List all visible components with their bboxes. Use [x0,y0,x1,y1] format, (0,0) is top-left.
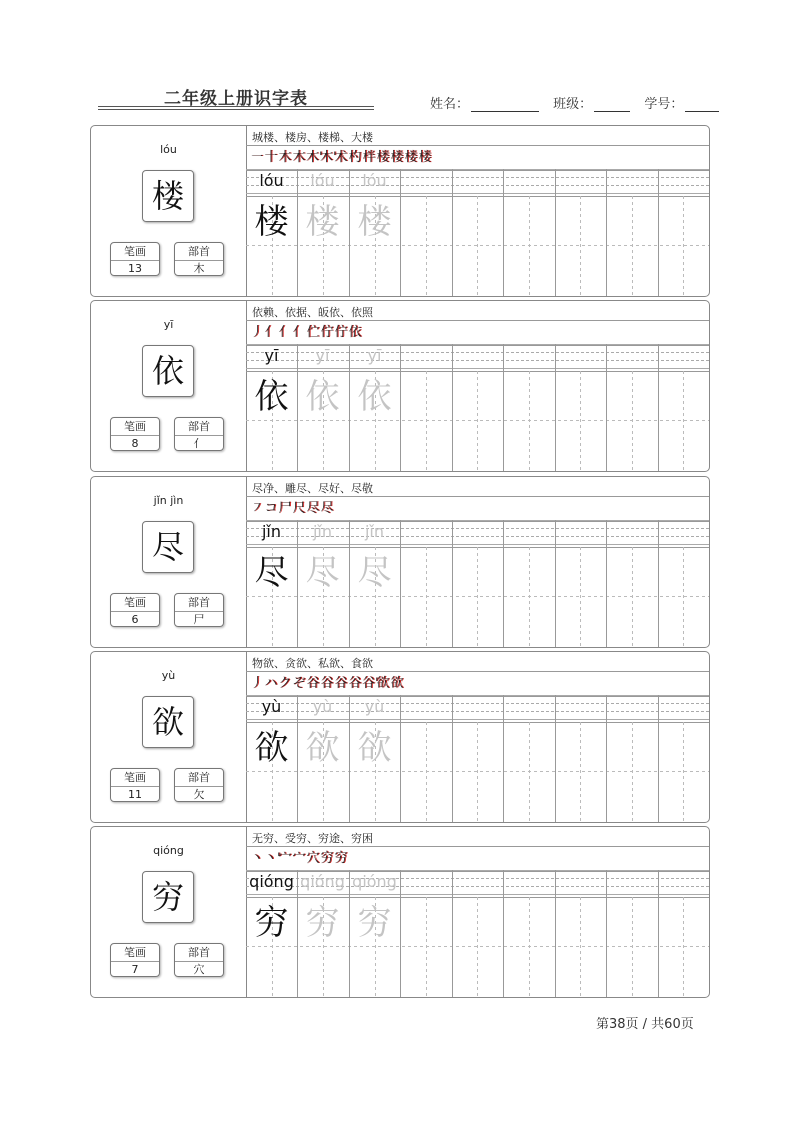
character-info-panel [91,652,247,822]
radical-box [174,242,224,276]
radical-box [174,417,224,451]
stroke-step: 楼 [418,150,432,165]
stroke-step: ハ [264,676,278,691]
stroke-step: 丶' [264,851,281,866]
pinyin-trace: lóu [310,171,335,190]
character-card [90,476,710,648]
stroke-step: 木 [278,150,292,165]
stroke-step: 柈 [362,150,376,165]
stroke-step: 欲 [376,676,390,691]
stroke-count-label: 笔画 [111,594,159,612]
stroke-count-value: 7 [131,963,139,976]
page-number: 第38页 / 共60页 [596,1017,694,1032]
char-sample: 依 [254,377,289,417]
radical-box [174,943,224,977]
character-info-panel [91,477,247,647]
pinyin-trace: lóu [362,171,387,190]
stroke-step: 楼 [390,150,404,165]
radical-label: 部首 [175,594,223,612]
character-card [90,300,710,472]
page-header [0,0,800,120]
stroke-order-row [246,496,709,522]
char-display: 依 [142,345,194,397]
character-info-panel [91,827,247,997]
char-trace: 欲 [305,728,340,768]
stroke-count-box [110,943,160,977]
stroke-step: 木' [320,150,337,165]
stroke-step: 穷 [320,851,334,866]
pinyin-trace: yù [312,697,333,716]
character-card [90,125,710,297]
char-sample: 尽 [254,553,289,593]
char-trace: 穷 [305,903,340,943]
id-blank[interactable] [685,97,719,112]
pinyin-trace: qióng [300,872,345,891]
class-label: 班级： [553,97,593,112]
char-display: 穷 [142,871,194,923]
stroke-step: 丿 [250,325,264,340]
example-words: 城楼、楼房、楼梯、大楼 [252,131,373,144]
character-card [90,826,710,998]
pinyin-trace: yī [367,346,382,365]
title-underline [98,106,374,107]
stroke-count-label: 笔画 [111,243,159,261]
stroke-step: 楼 [376,150,390,165]
stroke-step: 尽 [320,501,334,516]
stroke-step: コ [264,501,278,516]
stroke-step: 伫 [306,325,320,340]
char-sample: 穷 [254,903,289,943]
pinyin-trace: yī [315,346,330,365]
pinyin-trace: qióng [352,872,397,891]
stroke-order-row [246,671,709,697]
stroke-count-label: 笔画 [111,769,159,787]
stroke-count-value: 8 [131,437,139,450]
radical-box [174,768,224,802]
char-display: 楼 [142,170,194,222]
example-words: 物欲、贪欲、私欲、食欲 [252,657,373,670]
writing-grid [246,169,709,296]
id-label: 学号： [644,97,684,112]
stroke-count-box [110,593,160,627]
stroke-step: 亻 [278,325,292,340]
stroke-step: ク [278,676,292,691]
page-title: 二年级上册识字表 [164,89,308,109]
student-fields [430,93,729,112]
name-blank[interactable] [471,97,539,112]
radical-label: 部首 [175,944,223,962]
name-field [430,93,539,112]
stroke-count-label: 笔画 [111,418,159,436]
stroke-order-row [246,846,709,872]
stroke-count-value: 13 [128,262,142,275]
class-field [553,93,630,112]
writing-grid [246,870,709,997]
pinyin-trace: jǐn [364,522,385,541]
pinyin-trace: yù [364,697,385,716]
char-pinyin: lóu [160,143,177,156]
stroke-count-value: 11 [128,788,142,801]
stroke-count-value: 6 [131,613,139,626]
char-pinyin: jǐn jìn [153,494,184,507]
name-label: 姓名： [430,97,470,112]
stroke-step: 尺 [292,501,306,516]
stroke-step: ㇇ [250,501,264,516]
stroke-order-row [246,145,709,171]
stroke-step: 穷 [334,851,348,866]
char-display: 尽 [142,521,194,573]
stroke-step: 谷 [306,676,320,691]
stroke-step: ぞ [292,676,306,691]
char-pinyin: yù [161,669,176,682]
char-pinyin: qióng [153,844,184,857]
radical-value: 木 [193,262,205,275]
stroke-step: 亻 [264,325,278,340]
stroke-step: 宀 [292,851,306,866]
example-words: 依赖、依据、皈依、依照 [252,306,373,319]
stroke-step: 谷 [320,676,334,691]
pinyin-sample: yù [261,697,282,716]
char-display: 欲 [142,696,194,748]
stroke-step: 尸 [278,501,292,516]
character-info-panel [91,301,247,471]
stroke-step: 杓 [348,150,362,165]
stroke-step: 佇 [334,325,348,340]
char-trace: 欲 [357,728,392,768]
character-card [90,651,710,823]
writing-grid [246,695,709,822]
stroke-step: 尽 [306,501,320,516]
stroke-step: 欲 [390,676,404,691]
stroke-count-box [110,242,160,276]
stroke-step: 木 [292,150,306,165]
pinyin-sample: yī [264,346,279,365]
radical-value: 尸 [193,613,205,626]
stroke-step: 楼 [404,150,418,165]
radical-box [174,593,224,627]
example-words: 无穷、受穷、穷途、穷困 [252,832,373,845]
stroke-step: 佇 [320,325,334,340]
pinyin-sample: jǐn [261,522,282,541]
example-words: 尽净、雕尽、尽好、尽敬 [252,482,373,495]
char-trace: 楼 [357,202,392,242]
stroke-step: 丿 [250,676,264,691]
stroke-step: ㇐ [250,150,264,165]
radical-value: 穴 [193,963,205,976]
stroke-step: 宀 [278,851,292,866]
title-underline [98,109,374,110]
id-field [644,93,719,112]
char-pinyin: yī [163,318,174,331]
stroke-step: 谷' [362,676,379,691]
stroke-step: 木' [306,150,323,165]
stroke-count-label: 笔画 [111,944,159,962]
stroke-step: 亻 [292,325,306,340]
radical-label: 部首 [175,418,223,436]
char-trace: 依 [305,377,340,417]
stroke-order-row [246,320,709,346]
stroke-step: 丶 [250,851,264,866]
radical-label: 部首 [175,243,223,261]
stroke-step: 穴 [306,851,320,866]
stroke-step: 谷 [348,676,362,691]
char-trace: 穷 [357,903,392,943]
char-sample: 楼 [254,202,289,242]
char-sample: 欲 [254,728,289,768]
writing-grid [246,520,709,647]
char-trace: 尽 [305,553,340,593]
stroke-step: 术 [334,150,348,165]
radical-value: 亻 [193,437,205,450]
char-trace: 楼 [305,202,340,242]
pinyin-trace: jǐn [312,522,333,541]
class-blank[interactable] [594,97,630,112]
stroke-step: 谷 [334,676,348,691]
stroke-step: 十 [264,150,278,165]
stroke-count-box [110,768,160,802]
character-info-panel [91,126,247,296]
writing-grid [246,344,709,471]
radical-label: 部首 [175,769,223,787]
radical-value: 欠 [193,788,205,801]
char-trace: 尽 [357,553,392,593]
pinyin-sample: lóu [259,171,284,190]
stroke-count-box [110,417,160,451]
pinyin-sample: qióng [249,872,294,891]
char-trace: 依 [357,377,392,417]
stroke-step: 依 [348,325,362,340]
